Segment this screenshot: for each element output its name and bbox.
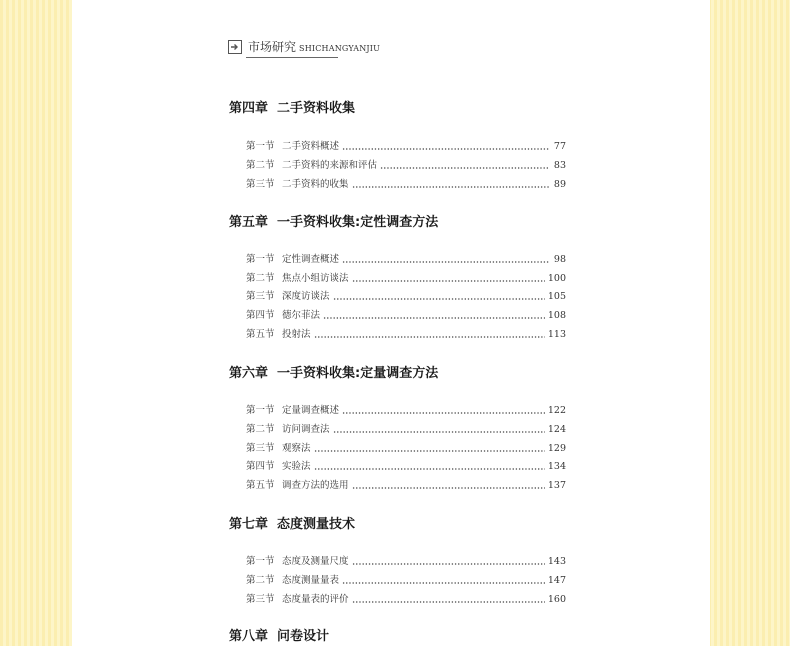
chapter-heading [229,101,355,117]
dot-leader [352,601,545,603]
toc-entry[interactable] [246,309,566,323]
toc-entry[interactable] [246,253,566,267]
page-number: 134 [547,461,566,472]
section-title: 深度访谈法 [282,291,330,302]
section-title: 访问调查法 [282,424,330,435]
page-number: 108 [547,310,566,321]
chapter-title: 问卷设计 [277,629,330,644]
arrow-box-icon [228,40,242,54]
section-number: 第一节 [246,141,275,152]
section-title: 投射法 [282,329,311,340]
toc-entry[interactable] [246,555,566,569]
page-number: 129 [547,443,566,454]
page-number: 105 [547,291,566,302]
dot-leader [314,336,545,338]
section-title: 定性调查概述 [282,254,340,265]
chapter-number: 第四章 [229,101,269,116]
section-number: 第二节 [246,160,275,171]
page-number: 160 [547,594,566,605]
toc-entry[interactable] [246,593,566,607]
chapter-title: 二手资料收集 [277,101,356,116]
section-number: 第二节 [246,575,275,586]
page-number: 143 [547,556,566,567]
page-number: 89 [553,179,566,190]
toc-page [72,0,710,646]
dot-leader [342,261,549,263]
toc-entry[interactable] [246,574,566,588]
dot-leader [352,487,545,489]
section-title: 二手资料的收集 [282,179,349,190]
section-title: 态度及测量尺度 [282,556,349,567]
page-number: 100 [547,273,566,284]
dot-leader [342,148,549,150]
chapter-heading [229,215,438,231]
header-title [248,40,380,56]
dot-leader [352,186,549,188]
toc-entry[interactable] [246,178,566,192]
page-number: 77 [553,141,566,152]
section-number: 第一节 [246,405,275,416]
page-number: 113 [547,329,566,340]
toc-entry[interactable] [246,290,566,304]
toc-entry[interactable] [246,272,566,286]
section-title: 德尔菲法 [282,310,321,321]
dot-leader [352,563,545,565]
section-number: 第五节 [246,329,275,340]
section-title: 二手资料概述 [282,141,340,152]
dot-leader [342,582,545,584]
toc-entry[interactable] [246,479,566,493]
chapter-title: 态度测量技术 [277,517,356,532]
header-title-cn: 市场研究 [248,40,297,54]
section-number: 第一节 [246,556,275,567]
toc-entry[interactable] [246,423,566,437]
page-number: 137 [547,480,566,491]
chapter-title: 一手资料收集:定量调查方法 [277,366,439,381]
chapter-number: 第六章 [229,366,269,381]
dot-leader [314,468,545,470]
section-number: 第四节 [246,461,275,472]
dot-leader [342,412,545,414]
section-number: 第一节 [246,254,275,265]
dot-leader [323,317,545,319]
toc-entry[interactable] [246,404,566,418]
page-number: 83 [553,160,566,171]
toc-entry[interactable] [246,328,566,342]
page-number: 124 [547,424,566,435]
section-number: 第三节 [246,291,275,302]
dot-leader [333,298,545,300]
running-header [228,40,381,58]
dot-leader [314,450,545,452]
section-title: 焦点小组访谈法 [282,273,349,284]
section-number: 第二节 [246,273,275,284]
dot-leader [352,280,545,282]
section-title: 实验法 [282,461,311,472]
dot-leader [333,431,545,433]
section-number: 第四节 [246,310,275,321]
page-number: 98 [553,254,566,265]
section-title: 观察法 [282,443,311,454]
section-number: 第二节 [246,424,275,435]
chapter-number: 第八章 [229,629,269,644]
section-title: 态度量表的评价 [282,594,349,605]
toc-entry[interactable] [246,442,566,456]
chapter-heading [229,517,355,533]
chapter-heading [229,366,438,382]
section-number: 第三节 [246,179,275,190]
chapter-number: 第七章 [229,517,269,532]
toc-entry[interactable] [246,159,566,173]
section-title: 二手资料的来源和评估 [282,160,378,171]
toc-entry[interactable] [246,460,566,474]
chapter-heading [229,629,329,645]
section-title: 态度测量量表 [282,575,340,586]
chapter-title: 一手资料收集:定性调查方法 [277,215,439,230]
dot-leader [380,167,549,169]
section-title: 调查方法的选用 [282,480,349,491]
section-number: 第五节 [246,480,275,491]
section-number: 第三节 [246,443,275,454]
toc-entry[interactable] [246,140,566,154]
page-number: 122 [547,405,566,416]
section-title: 定量调查概述 [282,405,340,416]
page-number: 147 [547,575,566,586]
header-underline [246,57,338,58]
header-title-pinyin: SHICHANGYANJIU [299,44,381,53]
chapter-number: 第五章 [229,215,269,230]
section-number: 第三节 [246,594,275,605]
